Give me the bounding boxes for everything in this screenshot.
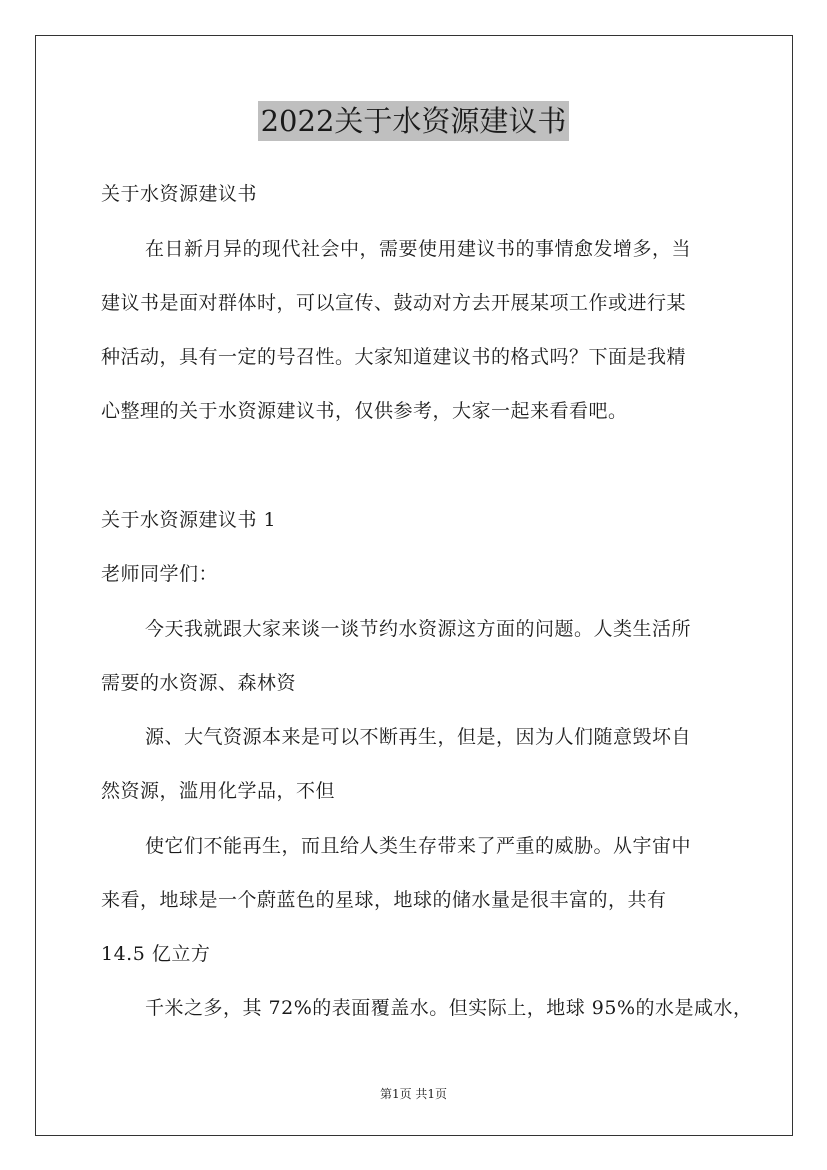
paragraph-line: 在日新月异的现代社会中，需要使用建议书的事情愈发增多，当: [145, 238, 692, 260]
document-title: 2022关于水资源建议书: [258, 101, 570, 141]
paragraph-line: 心整理的关于水资源建议书，仅供参考，大家一起来看看吧。: [101, 400, 628, 422]
paragraph-line: 14.5 亿立方: [101, 943, 211, 965]
paragraph-line: 使它们不能再生，而且给人类生存带来了严重的威胁。从宇宙中: [145, 835, 692, 857]
paragraph-line: 需要的水资源、森林资: [101, 672, 297, 694]
page-footer: 第1页 共1页: [379, 1087, 448, 1101]
title-container: [0, 101, 827, 141]
paragraph-line: 今天我就跟大家来谈一谈节约水资源这方面的问题。人类生活所: [145, 618, 692, 640]
section-heading: 关于水资源建议书 1: [101, 509, 277, 531]
paragraph-line: 建议书是面对群体时，可以宣传、鼓动对方去开展某项工作或进行某: [101, 292, 687, 314]
paragraph-line: 然资源，滥用化学品，不但: [101, 780, 336, 802]
salutation: 老师同学们：: [101, 563, 219, 585]
section-heading: 关于水资源建议书: [101, 183, 258, 205]
paragraph-line: 种活动，具有一定的号召性。大家知道建议书的格式吗？下面是我精: [101, 346, 687, 368]
paragraph-line: 源、大气资源本来是可以不断再生，但是，因为人们随意毁坏自: [145, 726, 692, 748]
paragraph-line: 千米之多，其 72%的表面覆盖水。但实际上，地球 95%的水是咸水，: [145, 997, 753, 1019]
paragraph-line: 来看，地球是一个蔚蓝色的星球，地球的储水量是很丰富的，共有: [101, 889, 667, 911]
